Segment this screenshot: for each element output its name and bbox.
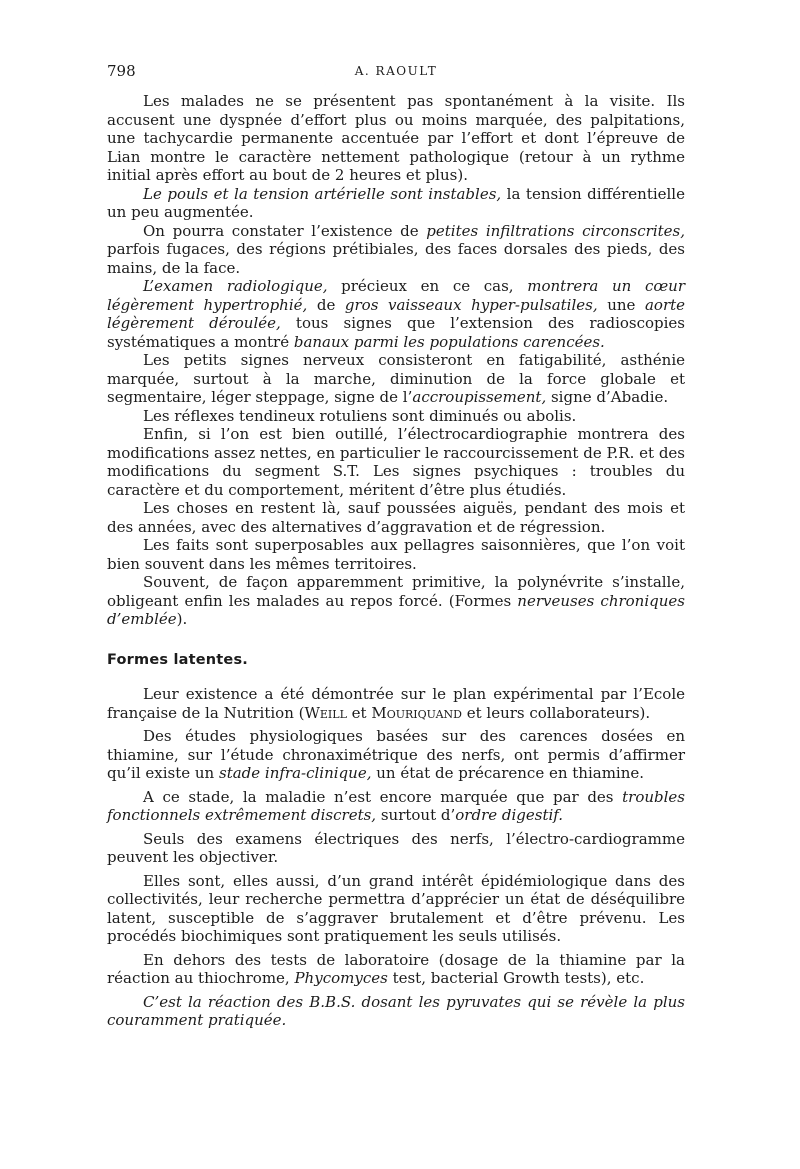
paragraph <box>107 92 685 185</box>
paragraph <box>107 951 685 988</box>
text-run: de <box>307 295 345 314</box>
italic-text: troubles fonctionnels extrêmement discrets, <box>107 787 685 824</box>
paragraph <box>107 499 685 536</box>
text-run: signe d’Abadie. <box>546 388 669 406</box>
section-heading: Formes latentes. <box>107 651 248 668</box>
text-run: Les faits sont superposables aux pellagres saisonnières, que l’on voit bien souvent dans les mêmes territoires. <box>107 536 685 573</box>
paragraph <box>107 573 685 629</box>
italic-text: stade infra-clinique, <box>219 764 372 782</box>
text-run: Les choses en restent là, sauf poussées aiguës, pendant des mois et des années, avec des alternatives d’aggravation et de régression. <box>107 499 685 536</box>
text-run: la tension différentielle un peu augmentée. <box>107 184 685 221</box>
paragraph <box>107 351 685 407</box>
text-run: précieux en ce cas, <box>327 277 528 295</box>
clinical-section <box>107 92 685 629</box>
italic-text: ordre digestif. <box>455 806 564 824</box>
italic-text: montrera un cœur légèrement hypertrophié, <box>107 277 686 314</box>
paragraph <box>107 185 685 222</box>
author-name: Weill <box>304 703 347 722</box>
paragraph <box>107 993 685 1030</box>
text-run: Les réflexes tendineux rotuliens sont diminués ou abolis. <box>143 406 577 425</box>
text-run: Seuls des examens électriques des nerfs, l’électro-cardiogramme peuvent les objectiver. <box>107 829 685 866</box>
paragraph <box>107 872 685 946</box>
text-run: test, bacterial Growth tests), etc. <box>387 969 645 987</box>
italic-text: gros vaisseaux hyper-pulsatiles, <box>344 295 598 314</box>
page-header <box>107 62 685 86</box>
paragraph <box>107 727 685 783</box>
italic-text: accroupissement, <box>412 388 547 406</box>
text-run: une <box>597 295 645 314</box>
text-run: Les malades ne se présentent pas spontanément à la visite. Ils accusent une dyspnée d’effort plus ou moins marquée, des palpitations, une tachycardie permanente accentuée par l’effort et dont l’épreuve de Lian montre le caractère nettement pathologique (retour à un rythme initial après effort au bout de 2 heures et plus). <box>107 92 685 184</box>
latent-forms-section <box>107 685 685 1030</box>
paragraph <box>107 407 685 426</box>
text-run: Leur existence a été démontrée sur le plan expérimental par l’Ecole française de la Nutrition ( <box>107 685 685 722</box>
text-run: ). <box>176 610 188 628</box>
paragraph <box>107 830 685 867</box>
text-run: Des études physiologiques basées sur des carences dosées en thiamine, sur l’étude chronaximétrique des nerfs, ont permis d’affirmer qu’il existe un <box>107 727 685 782</box>
text-run: Souvent, de façon apparemment primitive, la polynévrite s’installe, obligeant enfin les malades au repos forcé. (Formes <box>107 573 685 610</box>
italic-text: banaux parmi les populations carencées. <box>293 332 605 351</box>
paragraph <box>107 222 685 278</box>
italic-text: Le pouls et la tension artérielle sont instables, <box>143 184 502 203</box>
text-run: parfois fugaces, des régions prétibiales, des faces dorsales des pieds, des mains, de la face. <box>107 240 685 277</box>
page-body <box>107 92 685 1030</box>
italic-text: nerveuses chroniques d’emblée <box>107 591 685 628</box>
text-run: Enfin, si l’on est bien outillé, l’électrocardiographie montrera des modifications assez nettes, en particulier le raccourcissement de P.R. et des modifications du segment S.T. Les signes psychiques : troubles du caractère et du comportement, méritent d’être plus étudiés. <box>107 425 685 499</box>
text-run: Elles sont, elles aussi, d’un grand intérêt épidémiologique dans des collectivités, leur recherche permettra d’apprécier un état de déséquilibre latent, susceptible de s’aggraver brutalement et d’être prévenu. Les procédés biochimiques sont pratiquement les seuls utilisés. <box>107 871 685 945</box>
italic-text: Phycomyces <box>294 969 388 987</box>
text-run: On pourra constater l’existence de <box>143 221 427 240</box>
text-run: et <box>346 703 372 722</box>
text-run: A ce stade, la maladie n’est encore marquée que par des <box>143 787 623 806</box>
italic-text: aorte légèrement déroulée, <box>107 295 686 332</box>
italic-text: C’est la réaction des B.B.S. dosant les pyruvates qui se révèle la plus couramment pratiquée. <box>107 992 685 1029</box>
paragraph <box>107 685 685 722</box>
text-run: surtout d’ <box>376 806 456 824</box>
text-run: En dehors des tests de laboratoire (dosage de la thiamine par la réaction au thiochrome, <box>107 950 685 987</box>
paragraph <box>107 277 685 351</box>
text-run: et leurs collaborateurs). <box>461 703 651 722</box>
running-head: A. RAOULT <box>354 64 438 78</box>
italic-text: L’examen radiologique, <box>143 277 328 295</box>
italic-text: petites infiltrations circonscrites, <box>426 221 685 240</box>
author-name: Mouriquand <box>371 703 462 722</box>
text-run: Les petits signes nerveux consisteront en fatigabilité, asthénie marquée, surtout à la marche, diminution de la force globale et segmentaire, léger steppage, signe de l’ <box>107 351 685 406</box>
page-number: 798 <box>107 62 136 80</box>
paragraph <box>107 536 685 573</box>
paragraph <box>107 788 685 825</box>
paragraph <box>107 425 685 499</box>
text-run: un état de précarence en thiamine. <box>371 764 645 782</box>
text-run: tous signes que l’extension des radioscopies systématiques a montré <box>107 314 685 351</box>
